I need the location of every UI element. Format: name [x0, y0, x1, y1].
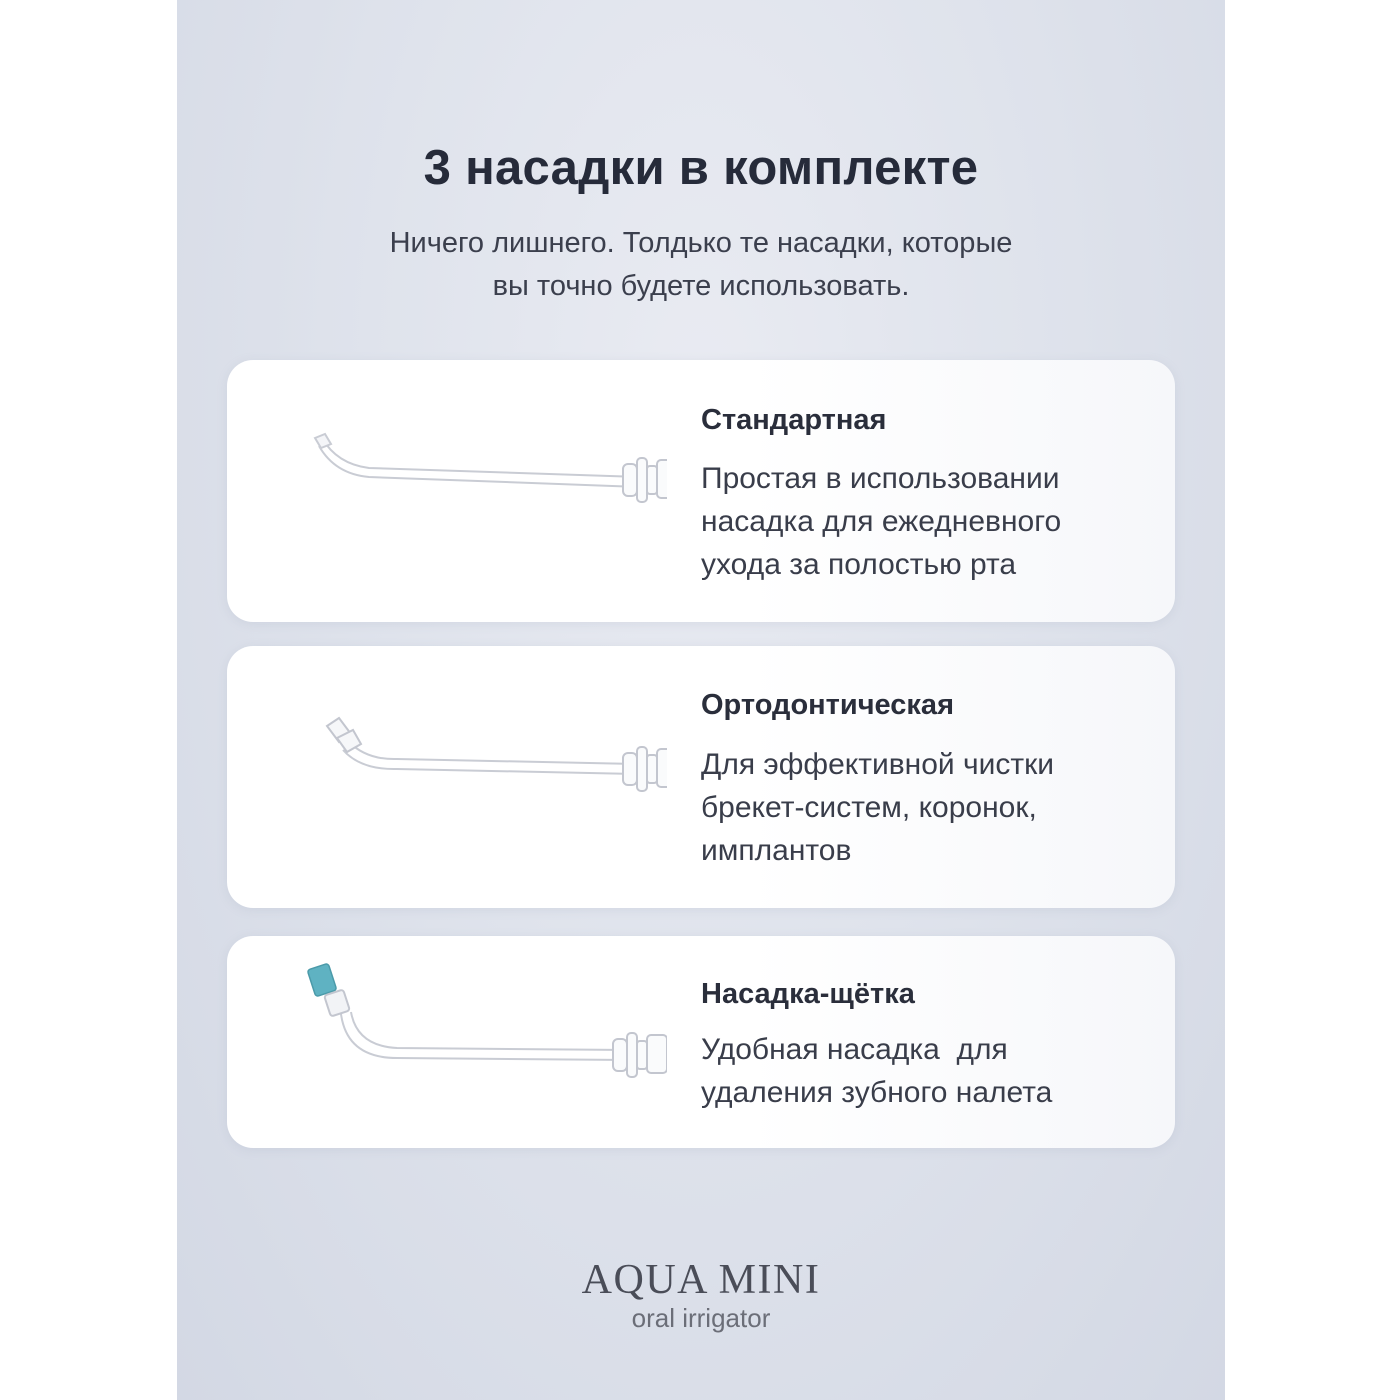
content-panel	[177, 0, 1225, 1400]
description-line: Удобная насадка для	[701, 1033, 1008, 1066]
brand-logo: AQUA MINI	[581, 1257, 821, 1303]
description-line: удаления зубного налета	[701, 1076, 1053, 1109]
subtitle-line: Ничего лишнего. Толдько те насадки, которые	[389, 227, 1013, 259]
nozzle-title: Стандартная	[701, 404, 887, 436]
description-line: Для эффективной чистки	[701, 748, 1055, 781]
orthodontic-nozzle-icon	[267, 646, 667, 908]
nozzle-description	[701, 743, 1054, 872]
description-line: брекет-систем, коронок,	[701, 791, 1037, 824]
nozzle-card-orthodontic	[227, 646, 1175, 908]
subtitle-line: вы точно будете использовать.	[492, 270, 910, 302]
description-line: имплантов	[701, 834, 852, 867]
nozzle-title: Ортодонтическая	[701, 689, 954, 721]
standard-nozzle-icon	[267, 360, 667, 622]
nozzle-card-standard	[227, 360, 1175, 622]
brush-nozzle-icon	[267, 936, 667, 1148]
description-line: насадка для ежедневного	[701, 505, 1062, 538]
description-line: ухода за полостью рта	[701, 548, 1017, 581]
brand-tagline: oral irrigator	[631, 1303, 771, 1333]
description-line: Простая в использовании	[701, 462, 1060, 495]
nozzle-title: Насадка-щётка	[701, 978, 915, 1010]
page-subtitle	[177, 222, 1225, 308]
nozzle-card-brush	[227, 936, 1175, 1148]
nozzle-description	[701, 1028, 1052, 1114]
nozzle-description	[701, 457, 1061, 586]
page-title: 3 насадки в комплекте	[423, 141, 979, 195]
